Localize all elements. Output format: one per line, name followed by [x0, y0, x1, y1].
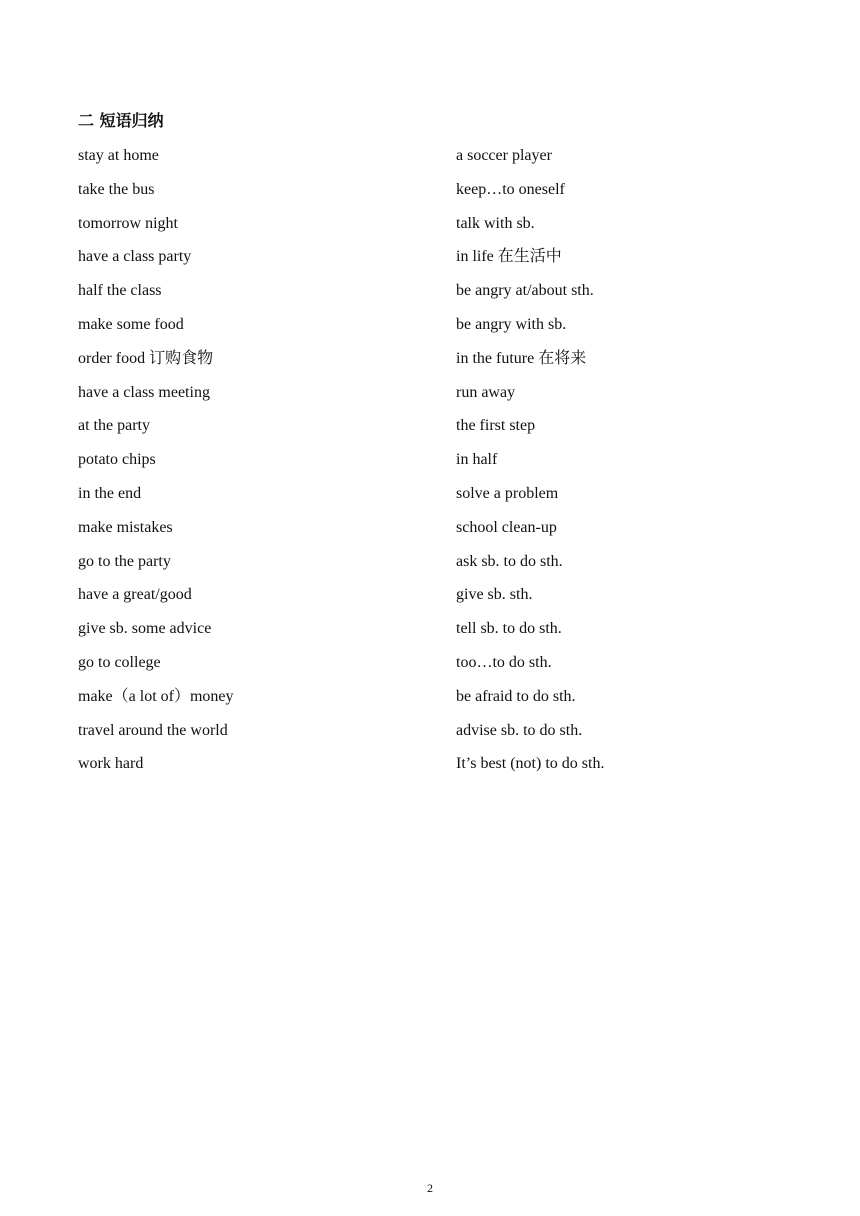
phrase-left-item: take the bus: [78, 180, 155, 198]
phrase-left-item: travel around the world: [78, 721, 228, 739]
phrase-right-item: be angry with sb.: [456, 315, 567, 333]
phrase-right-item: ask sb. to do sth.: [456, 552, 563, 570]
phrase-left-item: make some food: [78, 315, 184, 333]
phrase-left-item: have a class party: [78, 248, 192, 266]
phrase-right-item: advise sb. to do sth.: [456, 721, 583, 739]
page-number: 2: [427, 1181, 433, 1195]
phrase-left-item: order food 订购食物: [78, 349, 214, 367]
phrase-right-item: in the future 在将来: [456, 349, 587, 367]
phrase-left-item: half the class: [78, 282, 162, 300]
phrase-right-item: give sb. sth.: [456, 586, 533, 604]
phrase-left-item: make mistakes: [78, 518, 173, 536]
phrase-right-item: be angry at/about sth.: [456, 282, 594, 300]
phrase-right-item: It’s best (not) to do sth.: [456, 755, 605, 773]
phrase-left-item: stay at home: [78, 147, 159, 164]
phrase-right-item: a soccer player: [456, 147, 552, 164]
phrase-left-item: go to the party: [78, 552, 171, 570]
phrase-list: [78, 144, 778, 786]
phrase-left-item: at the party: [78, 417, 150, 435]
phrase-left-item: go to college: [78, 653, 161, 671]
phrase-right-item: the first step: [456, 417, 536, 435]
phrase-left-item: make（a lot of）money: [78, 687, 234, 705]
phrase-left-item: work hard: [78, 755, 144, 773]
phrase-right-item: too…to do sth.: [456, 653, 552, 671]
phrase-left-item: have a great/good: [78, 586, 192, 604]
phrase-left-item: give sb. some advice: [78, 620, 212, 638]
phrase-right-item: be afraid to do sth.: [456, 687, 576, 705]
phrase-left-item: tomorrow night: [78, 214, 178, 232]
phrase-right-item: school clean-up: [456, 518, 557, 536]
phrase-right-item: tell sb. to do sth.: [456, 620, 562, 638]
phrase-right-item: talk with sb.: [456, 214, 535, 232]
section-title: 二 短语归纳: [78, 111, 164, 130]
phrase-right-item: keep…to oneself: [456, 180, 565, 198]
phrase-left-item: have a class meeting: [78, 383, 210, 401]
phrase-right-item: solve a problem: [456, 484, 559, 502]
phrase-right-item: in half: [456, 451, 498, 469]
phrase-right-item: run away: [456, 383, 516, 401]
phrase-right-item: in life 在生活中: [456, 248, 562, 266]
phrase-left-item: in the end: [78, 484, 142, 502]
phrase-left-item: potato chips: [78, 451, 156, 469]
